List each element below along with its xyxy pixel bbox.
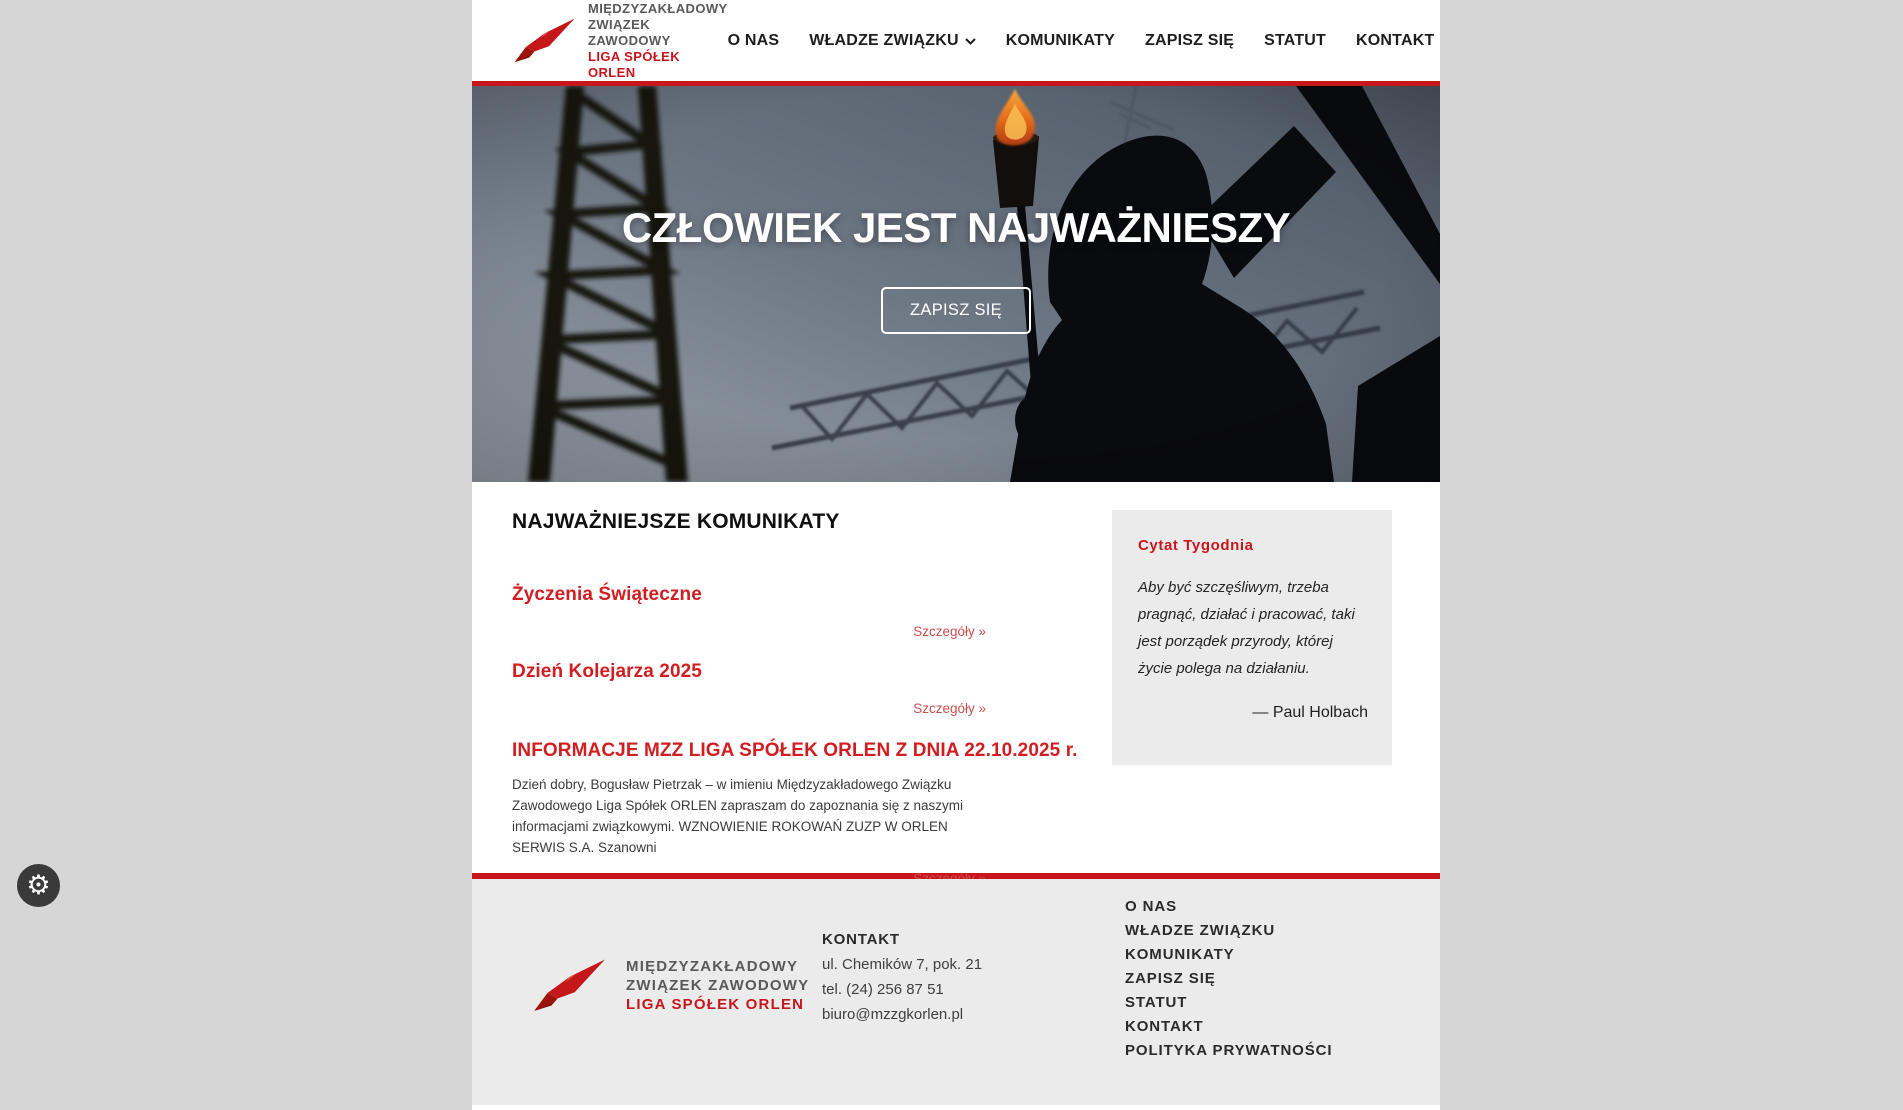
settings-button[interactable] — [17, 864, 60, 907]
site-footer — [472, 879, 1440, 1105]
quote-of-the-week-box — [1112, 510, 1392, 765]
article-more-link[interactable]: Szczegóły » — [913, 624, 986, 639]
logo-line-2: ZWIĄZEK ZAWODOWY — [626, 977, 810, 994]
logo-swoosh-icon — [526, 958, 614, 1014]
chevron-down-icon — [965, 38, 976, 45]
footer-link-statut[interactable]: STATUT — [1125, 994, 1188, 1011]
nav-item-kontakt[interactable]: KONTAKT — [1356, 31, 1435, 49]
logo-line-3: LIGA SPÓŁEK ORLEN — [626, 996, 805, 1013]
article-title[interactable]: INFORMACJE MZZ LIGA SPÓŁEK ORLEN Z DNIA 22.10.2025 r. — [512, 740, 1078, 761]
main-nav — [728, 32, 1435, 50]
nav-item-komunikaty[interactable]: KOMUNIKATY — [1005, 31, 1115, 49]
logo-swoosh-icon — [512, 16, 578, 66]
article-title[interactable]: Dzień Kolejarza 2025 — [512, 661, 702, 682]
announcements-heading: NAJWAŻNIEJSZE KOMUNIKATY — [512, 510, 840, 533]
footer-link-kontakt[interactable]: KONTAKT — [1125, 1018, 1204, 1035]
footer-address: ul. Chemików 7, pok. 21 — [822, 956, 983, 973]
logo-line-2: ZWIĄZEK ZAWODOWY — [588, 16, 671, 48]
nav-item-wladze-zwiazku[interactable] — [809, 32, 975, 50]
footer-link-o-nas[interactable]: O NAS — [1125, 898, 1178, 915]
article-title[interactable]: Życzenia Świąteczne — [512, 584, 702, 605]
gear-icon: ⚙ — [26, 870, 51, 901]
footer-link-zapisz-sie[interactable]: ZAPISZ SIĘ — [1125, 970, 1216, 987]
article-more-link[interactable]: Szczegóły » — [913, 701, 986, 716]
article-informacje-mzz — [512, 740, 1078, 886]
footer-nav — [1125, 895, 1332, 1063]
site-header — [472, 0, 1440, 86]
footer-contact-heading: KONTAKT — [822, 931, 900, 948]
hero-heading: CZŁOWIEK JEST NAJWAŻNIESZY — [621, 204, 1291, 251]
quote-author: — Paul Holbach — [1252, 704, 1368, 721]
article-excerpt: Dzień dobry, Bogusław Pietrzak – w imieniu Międzyzakładowego Związku Zawodowego Liga Spółek ORLEN zapraszam do zapoznania się z naszymi informacjami związkowymi. WZNOWIENIE ROKOWAŃ ZUZP W ORLEN SERWIS S.A. Szanowni — [512, 777, 963, 855]
article-dzien-kolejarza — [512, 661, 1004, 716]
article-zyczenia-swiateczne — [512, 584, 1004, 639]
hero-section — [472, 86, 1440, 482]
quote-title: Cytat Tygodnia — [1138, 537, 1254, 554]
nav-item-statut[interactable]: STATUT — [1264, 31, 1327, 49]
quote-text: Aby być szczęśliwym, trzeba pragnąć, działać i pracować, taki jest porządek przyrody, której życie polega na działaniu. — [1138, 579, 1355, 677]
main-section — [472, 482, 1440, 873]
footer-link-wladze-zwiazku[interactable]: WŁADZE ZWIĄZKU — [1125, 922, 1276, 939]
site-container — [472, 0, 1440, 1110]
nav-item-wladze-zwiazku-label: WŁADZE ZWIĄZKU — [809, 31, 959, 49]
footer-link-polityka-prywatnosci[interactable]: POLITYKA PRYWATNOŚCI — [1125, 1042, 1333, 1059]
logo-line-1: MIĘDZYZAKŁADOWY — [626, 958, 799, 975]
footer-contact-block — [822, 931, 982, 1023]
hero-photo-worker-with-torch — [472, 86, 1440, 482]
footer-email-link[interactable]: biuro@mzzgkorlen.pl — [822, 1006, 964, 1023]
logo-line-1: MIĘDZYZAKŁADOWY — [588, 0, 728, 16]
site-logo[interactable] — [512, 1, 728, 81]
hero-zapisz-sie-button[interactable]: ZAPISZ SIĘ — [881, 287, 1031, 334]
footer-logo-text — [626, 957, 809, 1014]
announcements-column — [512, 510, 1078, 873]
logo-text — [588, 1, 728, 81]
footer-logo[interactable] — [526, 957, 809, 1014]
footer-phone: tel. (24) 256 87 51 — [822, 981, 944, 998]
nav-item-zapisz-sie[interactable]: ZAPISZ SIĘ — [1144, 31, 1235, 49]
logo-line-3: LIGA SPÓŁEK ORLEN — [588, 48, 681, 80]
nav-item-o-nas[interactable]: O NAS — [727, 31, 780, 49]
footer-link-komunikaty[interactable]: KOMUNIKATY — [1125, 946, 1235, 963]
